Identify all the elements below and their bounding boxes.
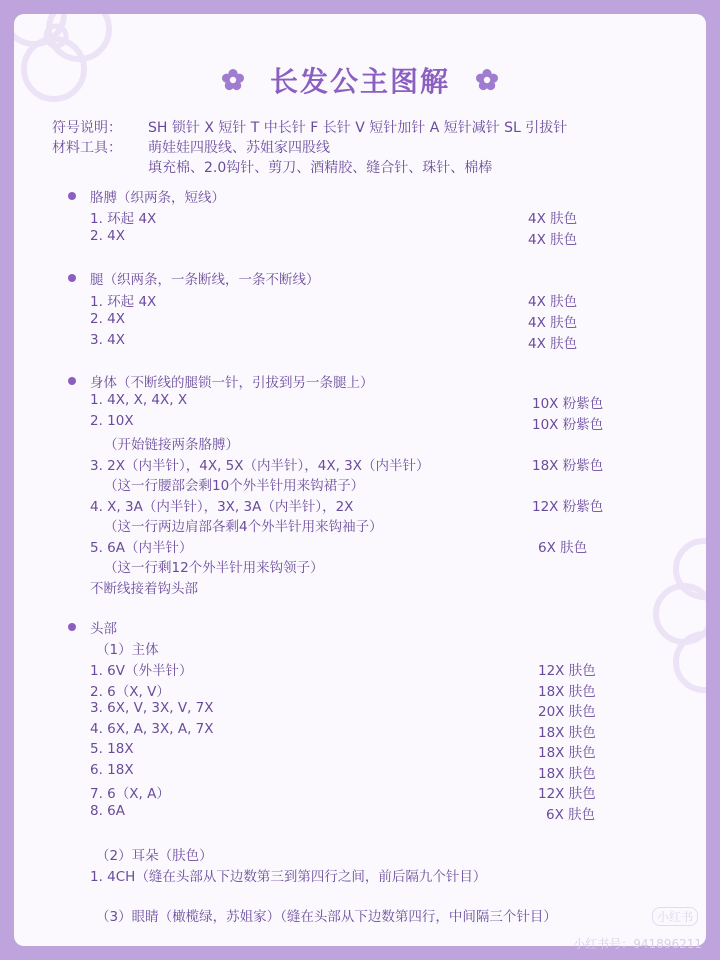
count: 10X 粉紫色 — [532, 396, 604, 412]
symbols-text: SH 锁针 X 短针 T 中长针 F 长针 V 短针加针 A 短针减针 SL 引拔针 — [148, 120, 568, 136]
materials-label: 材料工具： — [52, 140, 122, 156]
note: （这一行两边肩部各剩4个外半针用来钩袖子） — [104, 519, 383, 535]
flower-icon — [222, 69, 244, 91]
section-heading: 腿（织两条，一条断线，一条不断线） — [90, 272, 320, 288]
count: 12X 肤色 — [538, 786, 596, 802]
materials-line-2: 填充棉、2.0钩针、剪刀、酒精胶、缝合针、珠针、棉棒 — [148, 160, 493, 176]
step: 3. 4X — [90, 332, 126, 348]
watermark-logo: 小红书 — [652, 907, 698, 926]
section-heading: 身体（不断线的腿锁一针，引拔到另一条腿上） — [90, 375, 374, 391]
step: 1. 4X, X, 4X, X — [90, 392, 188, 408]
step: 2. 4X — [90, 311, 126, 327]
step: 3. 2X（内半针），4X, 5X（内半针），4X, 3X（内半针） — [90, 458, 430, 474]
bullet-icon — [68, 377, 76, 385]
step: 5. 6A（内半针） — [90, 540, 193, 556]
count: 12X 粉紫色 — [532, 499, 604, 515]
watermark-id: 小红书号：941896211 — [573, 937, 702, 951]
count: 18X 肤色 — [538, 745, 596, 761]
materials-line-1: 萌娃娃四股线、苏姐家四股线 — [148, 140, 330, 156]
count: 12X 肤色 — [538, 663, 596, 679]
step: 4. X, 3A（内半针），3X, 3A（内半针），2X — [90, 499, 354, 515]
ear-step: 1. 4CH（缝在头部从下边数第三到第四行之间，前后隔九个针目） — [90, 869, 487, 885]
bullet-icon — [68, 274, 76, 282]
step: 1. 环起 4X — [90, 294, 157, 310]
step: 2. 6（X, V） — [90, 684, 170, 700]
symbols-label: 符号说明： — [52, 120, 122, 136]
title-row — [14, 58, 706, 102]
step: 2. 10X — [90, 413, 134, 429]
count: 18X 粉紫色 — [532, 458, 604, 474]
count: 4X 肤色 — [528, 315, 578, 331]
count: 18X 肤色 — [538, 725, 596, 741]
note: （开始链接两条胳膊） — [104, 437, 239, 453]
note: 不断线接着钩头部 — [90, 581, 198, 597]
page-title: 长发公主图解 — [269, 65, 450, 98]
subheading: （1）主体 — [96, 642, 159, 658]
bullet-icon — [68, 192, 76, 200]
section-heading: 头部 — [90, 621, 117, 637]
subheading: （2）耳朵（肤色） — [96, 848, 213, 864]
count: 18X 肤色 — [538, 766, 596, 782]
count: 4X 肤色 — [528, 211, 578, 227]
diagram-card — [14, 14, 706, 946]
flower-decoration-right-icon — [644, 534, 706, 704]
count: 6X 肤色 — [546, 807, 596, 823]
step: 1. 环起 4X — [90, 211, 157, 227]
step: 7. 6（X, A） — [90, 786, 170, 802]
count: 6X 肤色 — [538, 540, 588, 556]
count: 20X 肤色 — [538, 704, 596, 720]
step: 5. 18X — [90, 741, 134, 757]
flower-icon — [476, 69, 498, 91]
step: 3. 6X, V, 3X, V, 7X — [90, 700, 214, 716]
count: 10X 粉紫色 — [532, 417, 604, 433]
step: 6. 18X — [90, 762, 134, 778]
count: 18X 肤色 — [538, 684, 596, 700]
step: 2. 4X — [90, 228, 126, 244]
legend — [52, 118, 567, 178]
count: 4X 肤色 — [528, 294, 578, 310]
note: （这一行剩12个外半针用来钩领子） — [104, 560, 324, 576]
bullet-icon — [68, 623, 76, 631]
note: （这一行腰部会剩10个外半针用来钩裙子） — [104, 478, 365, 494]
subheading: （3）眼睛（橄榄绿，苏姐家）（缝在头部从下边数第四行，中间隔三个针目） — [96, 909, 557, 925]
section-heading: 胳膊（织两条，短线） — [90, 190, 225, 206]
count: 4X 肤色 — [528, 232, 578, 248]
step: 8. 6A — [90, 803, 125, 819]
step: 1. 6V（外半针） — [90, 663, 193, 679]
step: 4. 6X, A, 3X, A, 7X — [90, 721, 214, 737]
count: 4X 肤色 — [528, 336, 578, 352]
